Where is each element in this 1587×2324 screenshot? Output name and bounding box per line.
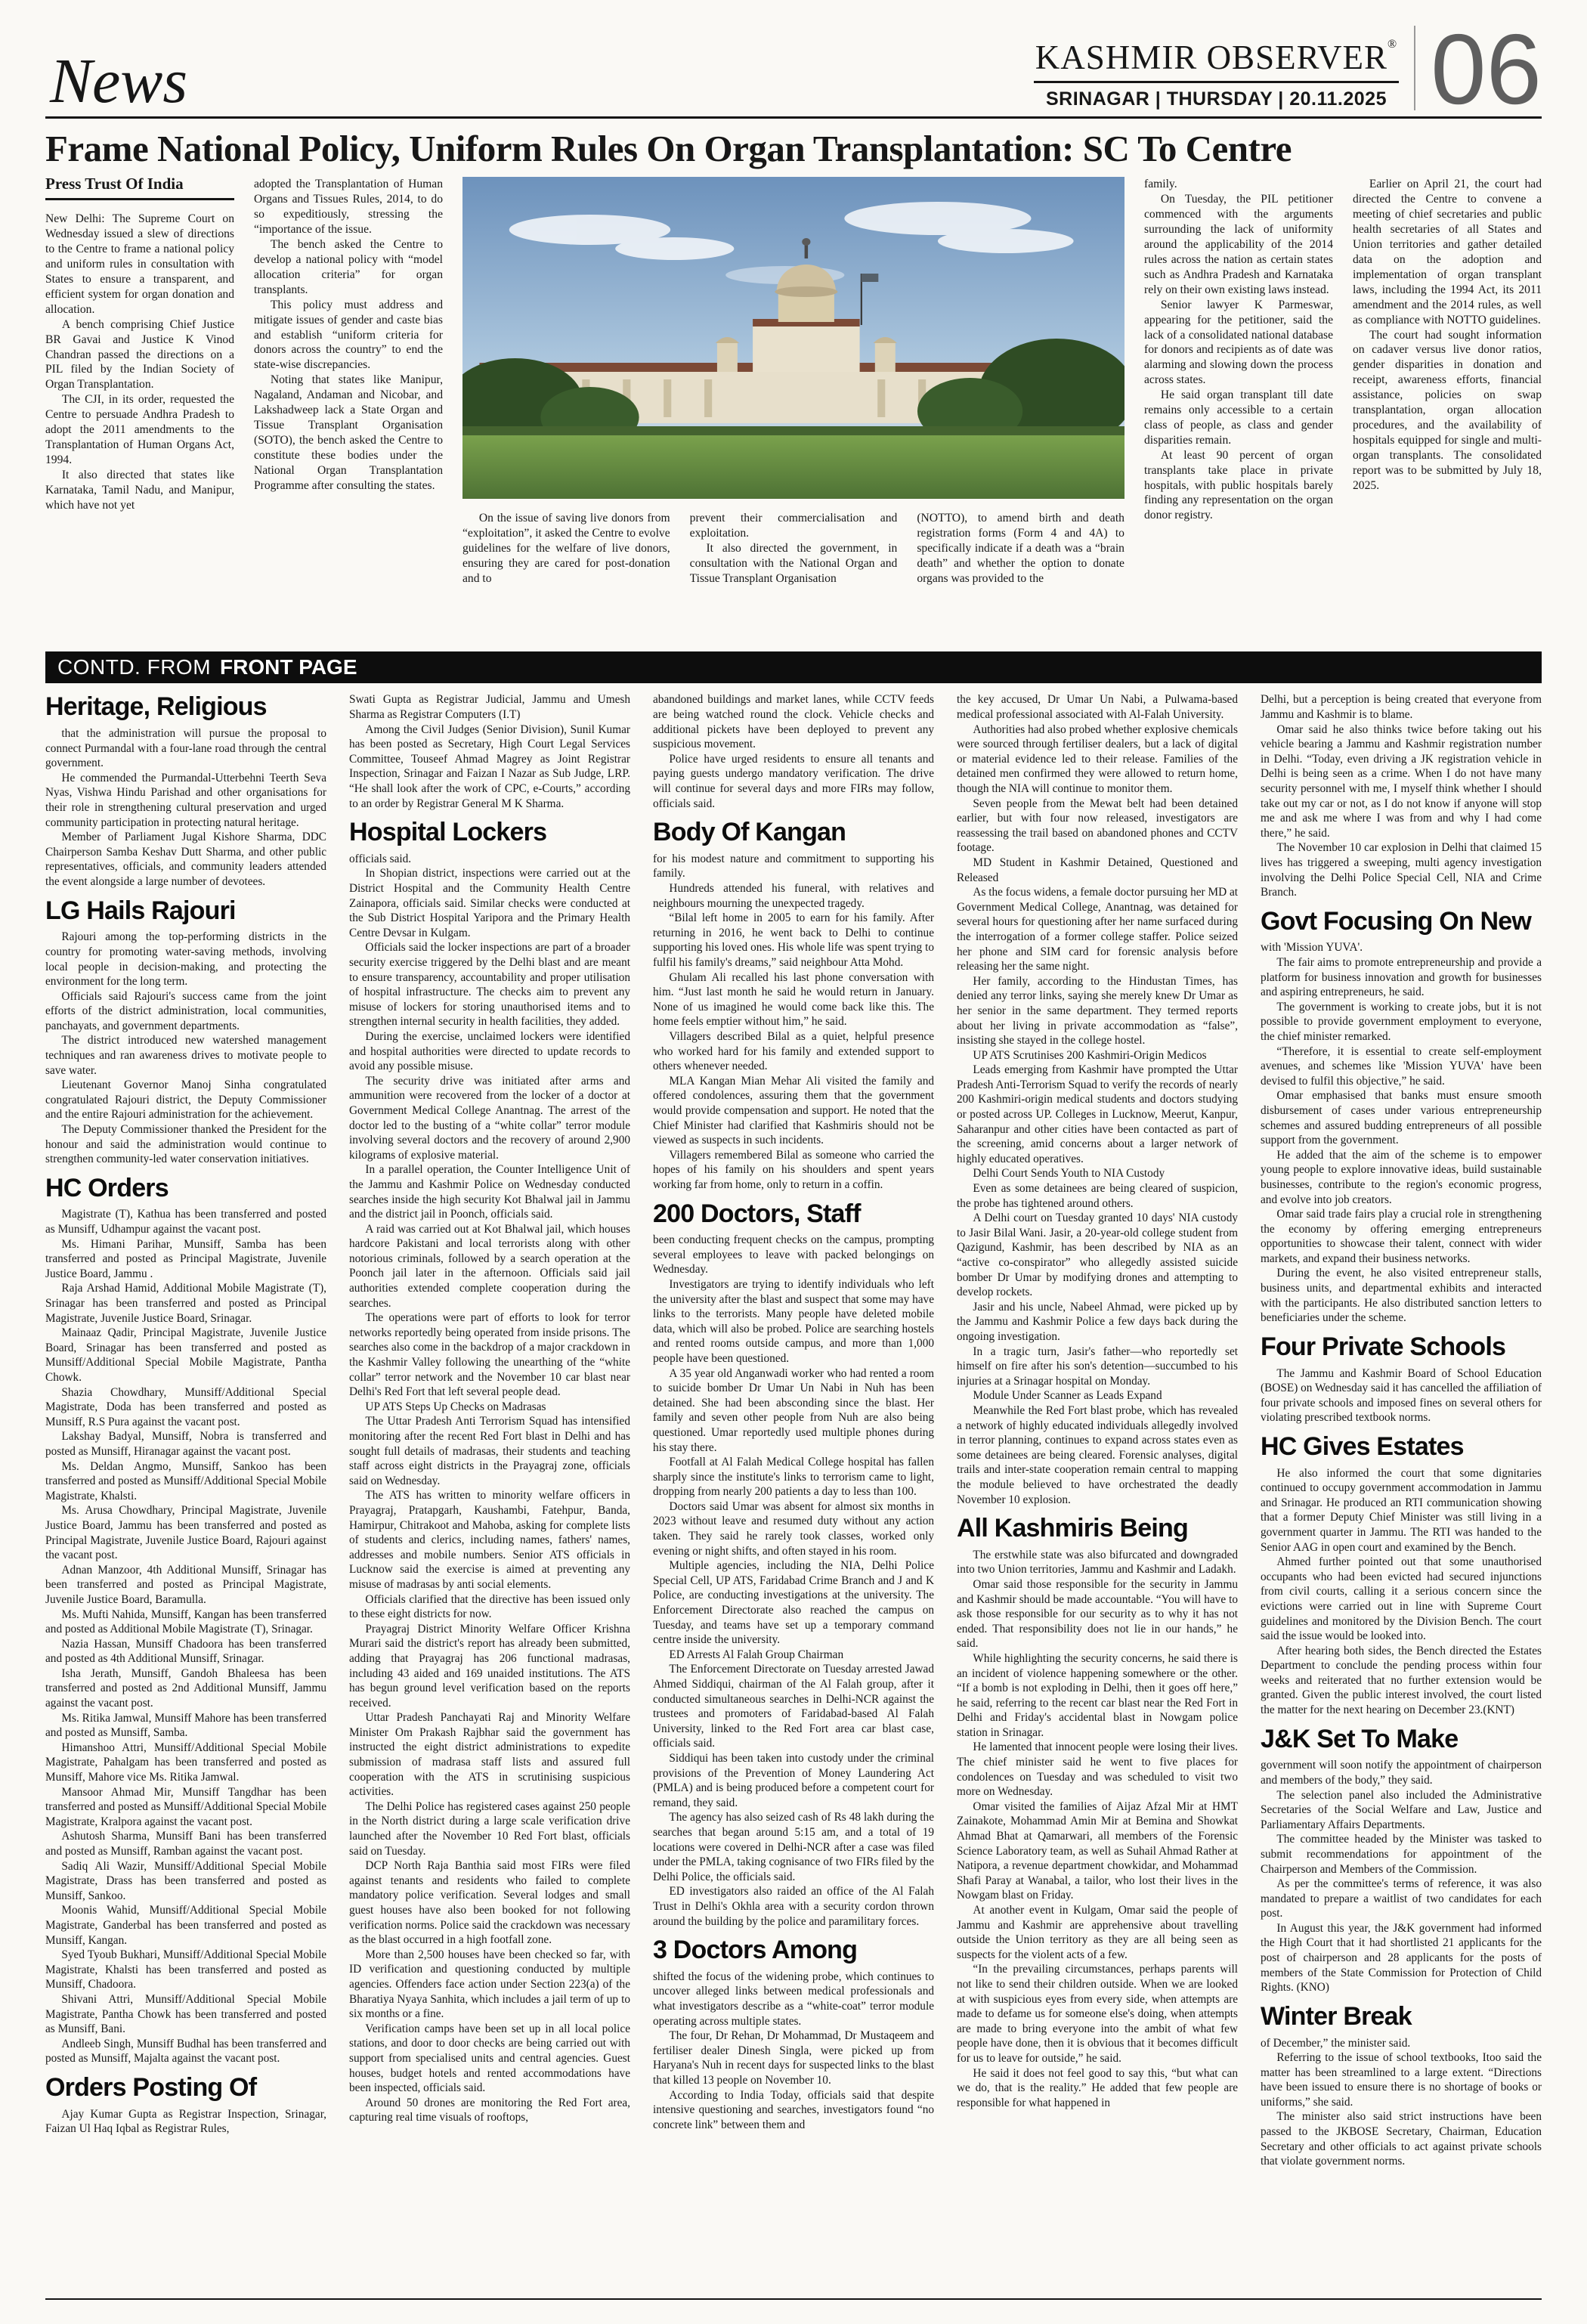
body-paragraph: shifted the focus of the widening probe, which continues to uncover alleged links between medical professionals and what investigators describe as a “white-coat” terror module operating across multiple states. bbox=[653, 1970, 934, 2028]
body-paragraph: The operations were part of efforts to look for terror networks reportedly being operated from inside prisons. The searches also come in the backdrop of a major crackdown in the Kashmir Valley following the unearthing of the “white collar” terror network and the November 10 car blast near Delhi's Red Fort that left several people dead. bbox=[349, 1311, 630, 1399]
body-paragraph: He added that the aim of the scheme is to empower young people to explore innovative ideas, build sustainable businesses, contribute to the region's economic progress, and evolve into job creators. bbox=[1261, 1148, 1542, 1206]
body-paragraph: Authorities had also probed whether explosive chemicals were sourced through fertiliser dealers, but a lack of digital or material evidence led to their release. Families of the detained men confirmed they were allowed to return home, though the NIA will continue to monitor them. bbox=[957, 723, 1238, 795]
body-paragraph: In Shopian district, inspections were carried out at the District Hospital and the Community Health Centre Zainapora, officials said. Similar checks were conducted at the Sub District Hospital Yaripora and the Primary Health Centre Devsar in Kulgam. bbox=[349, 867, 630, 939]
body-paragraph: The Delhi Police has registered cases against 250 people in the North district during a large scale verification drive launched after the November 10 Red Fort blast, officials said on Tuesday. bbox=[349, 1799, 630, 1858]
section-heading: 3 Doctors Among bbox=[653, 1936, 858, 1965]
body-paragraph: for his modest nature and commitment to supporting his family. bbox=[653, 852, 934, 880]
section-heading: J&K Set To Make bbox=[1261, 1724, 1459, 1753]
contd-emphasis: FRONT PAGE bbox=[220, 655, 357, 679]
body-paragraph: He said organ transplant till date remains only accessible to a certain class of people, as class and gender disparities remain. bbox=[1144, 388, 1333, 447]
body-paragraph: UP ATS Steps Up Checks on Madrasas bbox=[365, 1400, 546, 1413]
section-heading: Orders Posting Of bbox=[45, 2072, 257, 2102]
lead-headline: Frame National Policy, Uniform Rules On Organ Transplantation: SC To Centre bbox=[45, 128, 1292, 169]
body-paragraph: Omar said he also thinks twice before taking out his vehicle bearing a Jammu and Kashmir registration number in Delhi. “Today, even driving a JK registration vehicle in Delhi is being seen as a crime. When I do not have many security personnel with me, I myself think whether I should take out my car or not, as I do not know if anyone will stop me and ask me where I was from and why I had come there,” he said. bbox=[1261, 723, 1542, 840]
section-heading: Hospital Lockers bbox=[349, 818, 547, 847]
body-paragraph: At another event in Kulgam, Omar said the people of Jammu and Kashmir are apprehensive about travelling outside the Union territory as they are all being seen as suspects for the violent acts of a few. bbox=[957, 1904, 1238, 1961]
body-paragraph: New Delhi: The Supreme Court on Wednesday issued a slew of directions to the Centre to frame a national policy and uniform rules in consultation with States to ensure a transparent, and efficient system for organ donation and allocation. bbox=[45, 212, 234, 316]
body-paragraph: Among the Civil Judges (Senior Division), Sunil Kumar has been posted as Secretary, High Court Legal Services Committee, Touseef Ahmad Magrey as Joint Registrar Inspection, Srinagar and Faizan I Nazar as Sub Judge, LRP. “He shall look after the work of CPC, e-Courts,” according to an order by Registrar General M K Sharma. bbox=[349, 723, 630, 810]
story-column-4 bbox=[957, 692, 1238, 2288]
body-paragraph: Swati Gupta as Registrar Judicial, Jammu and Umesh Sharma as Registrar Computers (I.T) bbox=[349, 693, 630, 722]
body-paragraph: Sadiq Ali Wazir, Munsiff/Additional Special Mobile Magistrate, Drass has been transferred and posted as Munsiff, Sankoo. bbox=[45, 1859, 326, 1902]
brand-name bbox=[1034, 38, 1399, 83]
body-paragraph: Mainaaz Qadir, Principal Magistrate, Juvenile Justice Board, Srinagar has been transferred and posted as Munsiff/Additional Special Mobile Magistrate, Pantha Chowk. bbox=[45, 1326, 326, 1385]
body-paragraph: Hundreds attended his funeral, with relatives and neighbours mourning the unexpected tragedy. bbox=[653, 882, 934, 910]
body-paragraph: According to India Today, officials said that despite intensive questioning and searches, investigators found “no concrete link” between them and bbox=[653, 2088, 934, 2131]
body-paragraph: As the focus widens, a female doctor pursuing her MD at Government Medical College, Anantnag, was detained for several hours for questioning after her name surfaced during the interrogation of a former college staffer. Police seized her phone and SIM card for forensic analysis before releasing her the same night. bbox=[957, 886, 1238, 973]
body-paragraph: abandoned buildings and market lanes, while CCTV feeds are being watched round the clock. Vehicle checks and additional pickets have been deployed to prevent any suspicious movement. bbox=[653, 693, 934, 751]
body-paragraph: Ms. Ritika Jamwal, Munsiff Mahore has been transferred and posted as Munsiff, Samba. bbox=[45, 1711, 326, 1740]
body-paragraph: He lamented that innocent people were losing their lives. The chief minister said he went to five places for condolences on Tuesday and was scheduled to visit two more on Wednesday. bbox=[957, 1741, 1238, 1799]
body-paragraph: “In the prevailing circumstances, perhaps parents will not like to send their children outside. When we are looked at with suspicious eyes from every side, when attempts are made to defame us for someone else's doing, when attempts are made to bring everyone into the ambit of what few people have done, then it is obvious that it becomes difficult for us to leave for outside,” he said. bbox=[957, 1963, 1238, 2065]
body-paragraph: Raja Arshad Hamid, Additional Mobile Magistrate (T), Srinagar has been transferred and posted as Principal Magistrate, Juvenile Justice Board, Srinagar. bbox=[45, 1282, 326, 1325]
body-paragraph: Footfall at Al Falah Medical College hospital has fallen sharply since the institute's links to terrorism came to light, dropping from nearly 200 patients a day to less than 100. bbox=[653, 1456, 934, 1499]
body-paragraph: Seven people from the Mewat belt had been detained earlier, but with four now released, investigators are reassessing the trail based on abandoned phones and CCTV footage. bbox=[957, 797, 1238, 855]
body-paragraph: Omar emphasised that banks must ensure smooth disbursement of cases under various entrepreneurship schemes and assured budding entrepreneurs of all possible support from the government. bbox=[1261, 1089, 1542, 1147]
body-paragraph: More than 2,500 houses have been checked so far, with ID verification and questioning conducted by multiple agencies. Offenders face action under Section 223(a) of the Bharatiya Nyaya Sanhita, which includes a jail term of up to six months or a fine. bbox=[349, 1948, 630, 2021]
body-paragraph: After hearing both sides, the Bench directed the Estates Department to conclude the pending process within four weeks and reiterated that no further extension would be granted. Given the public interest involved, the court listed the matter for the next hearing on December 23.(KNT) bbox=[1261, 1644, 1542, 1717]
body-paragraph: The agency has also seized cash of Rs 48 lakh during the searches that began around 5:15 am, and a total of 19 locations were covered in Delhi-NCR after a case was filed under the PMLA, taking cognisance of two FIRs filed by the Delhi Police, the officials said. bbox=[653, 1811, 934, 1883]
body-paragraph: Ms. Mufti Nahida, Munsiff, Kangan has been transferred and posted as Additional Mobile Magistrate (T), Srinagar. bbox=[45, 1608, 326, 1636]
body-paragraph: In August this year, the J&K government had informed the High Court that it had shortlisted 21 applicants for the post of chairperson and 28 applicants for the posts of members of the State Commission for Protection of Child Rights. (KNO) bbox=[1261, 1921, 1542, 1994]
body-paragraph: The district introduced new watershed management techniques and ran awareness drives to motivate people to save water. bbox=[45, 1034, 326, 1077]
lead-column-5 bbox=[917, 511, 1125, 642]
body-paragraph: Noting that states like Manipur, Nagaland, Andaman and Nicobar, and Lakshadweep lack a State Organ and Tissue Transplant Organisation (SOTO), the bench asked the Centre to constitute these bodies under the National Organ Transplantation Programme after consulting the states. bbox=[254, 373, 443, 492]
story-column-3 bbox=[653, 692, 934, 2288]
body-paragraph: Syed Tyoub Bukhari, Munsiff/Additional Special Mobile Magistrate, Khalsti has been transferred and posted as Munsiff, Chadoora. bbox=[45, 1948, 326, 1991]
lead-column-3 bbox=[462, 511, 670, 642]
body-paragraph: The Jammu and Kashmir Board of School Education (BOSE) on Wednesday said it has cancelled the affiliation of four private schools and imposed fines on several others for violating prescribed textbook norms. bbox=[1261, 1366, 1542, 1425]
body-paragraph: Her family, according to the Hindustan Times, has denied any terror links, saying she merely knew Dr Umar as her senior in the same department. They termed reports about her living in private accommodation as “false”, insisting she stayed in the college hostel. bbox=[957, 974, 1238, 1048]
contd-prefix: CONTD. FROM bbox=[57, 655, 212, 679]
lawn bbox=[462, 435, 1125, 499]
body-paragraph: Around 50 drones are monitoring the Red Fort area, capturing real time visuals of rooftops, bbox=[349, 2096, 630, 2124]
body-paragraph: The Uttar Pradesh Anti Terrorism Squad has intensified monitoring after the recent Red Fort blast in Delhi and has sought full details of madrasas, their students and teaching staff across eight districts in the Prayagraj zone, officials said on Wednesday. bbox=[349, 1415, 630, 1487]
body-paragraph: Mansoor Ahmad Mir, Munsiff Tangdhar has been transferred and posted as Munsiff/Additional Special Mobile Magistrate, Kralpora against the vacant post. bbox=[45, 1785, 326, 1828]
body-paragraph: Ms. Deldan Angmo, Munsiff, Sankoo has been transferred and posted as Munsiff/Additional Special Mobile Magistrate, Khalsti. bbox=[45, 1459, 326, 1502]
body-paragraph: As per the committee's terms of reference, it was also mandated to prepare a waitlist of two candidates for each post. bbox=[1261, 1877, 1542, 1920]
lead-column-1 bbox=[45, 177, 234, 642]
section-heading: 200 Doctors, Staff bbox=[653, 1199, 861, 1228]
lead-article bbox=[45, 177, 1542, 642]
section-heading: Body Of Kangan bbox=[653, 818, 846, 847]
section-heading: LG Hails Rajouri bbox=[45, 896, 236, 925]
body-paragraph: At least 90 percent of organ transplants take place in private hospitals, with public hospitals barely finding any representation on the organ donor registry. bbox=[1144, 448, 1333, 522]
body-paragraph: Magistrate (T), Kathua has been transferred and posted as Munsiff, Udhampur against the vacant post. bbox=[45, 1208, 326, 1236]
page-bottom-rule bbox=[45, 2298, 1542, 2300]
body-paragraph: Verification camps have been set up in all local police stations, and door to door checks are being carried out with support from specialised units and central agencies. Guest houses, budget hotels and rented accommodations have been inspected, officials said. bbox=[349, 2022, 630, 2095]
body-paragraph: adopted the Transplantation of Human Organs and Tissues Rules, 2014, to do so expeditiously, stressing the “importance of the issue. bbox=[254, 178, 443, 237]
body-paragraph: The court had sought information on cadaver versus live donor ratios, gender disparities in donation and receipt, awareness efforts, financial assistance, policies on swap transplantation, organ allocation procedures, and the availability of hospitals equipped for single and multi-organ transplants. The consolidated report was to be submitted by July 18, 2025. bbox=[1353, 328, 1542, 492]
body-paragraph: officials said. bbox=[349, 852, 412, 865]
body-paragraph: Referring to the issue of school textbooks, Itoo said the matter has been streamlined to a large extent. “Directions have been issued to ensure there is no shortage of books or uniforms,” she said. bbox=[1261, 2051, 1542, 2109]
body-paragraph: “Bilal left home in 2005 to earn for his family. After returning in 2016, he went back to Delhi to continue supporting his loved ones. His whole life was spent trying to fulfil his family's dreams,” said neighbour Atta Mohd. bbox=[653, 911, 934, 970]
section-heading: Winter Break bbox=[1261, 2001, 1412, 2031]
lead-column-4 bbox=[690, 511, 898, 642]
body-paragraph: It also directed the government, in consultation with the National Organ and Tissue Transplant Organisation bbox=[689, 542, 898, 586]
body-paragraph: A Delhi court on Tuesday granted 10 days' NIA custody to Jasir Bilal Wani. Jasir, a 20-year-old college student from Qazigund, Kashmir, has been described by NIA as an “active co-conspirator” who allegedly assisted suicide bomber Dr Umar by modifying drones and attempting to develop rockets. bbox=[957, 1212, 1238, 1299]
body-paragraph: Senior lawyer K Parmeswar, appearing for the petitioner, said the lack of a consolidated national database for donors and recipients as of date was alarming and slowing down the process across states. bbox=[1144, 298, 1333, 387]
body-paragraph: On the issue of saving live donors from “exploitation”, it asked the Centre to evolve guidelines for the welfare of live donors, ensuring they are cared for post-donation and to bbox=[462, 512, 670, 586]
lead-column-2 bbox=[254, 177, 443, 642]
lead-column-7 bbox=[1353, 177, 1542, 642]
body-paragraph: “Therefore, it is essential to create self-employment avenues, and schemes like 'Mission YUVA' have been devised to fulfil this objective,” he said. bbox=[1261, 1044, 1542, 1088]
body-paragraph: This policy must address and mitigate issues of gender and caste bias and establish “uniform criteria for donors across the country” to end the state-wise discrepancies. bbox=[254, 298, 443, 372]
body-paragraph: Villagers described Bilal as a quiet, helpful presence who worked hard for his family and extended support to others whenever needed. bbox=[653, 1029, 934, 1073]
section-heading: HC Orders bbox=[45, 1173, 169, 1202]
body-paragraph: Prayagraj District Minority Welfare Officer Krishna Murari said the district's report has already been submitted, adding that Prayagraj has 206 functional madrasas, including 43 aided and 169 unaided institutions. The ATS has begun ground level verification based on the reports received. bbox=[349, 1622, 630, 1710]
section-heading: HC Gives Estates bbox=[1261, 1431, 1464, 1461]
body-paragraph: been conducting frequent checks on the campus, prompting several employees to leave with packed belongings on Wednesday. bbox=[653, 1233, 934, 1276]
continued-stories bbox=[45, 692, 1542, 2288]
body-paragraph: He said it does not feel good to say this, “but what can we do, that is the reality.” He added that few people are responsible for what happened in bbox=[957, 2066, 1238, 2109]
body-paragraph: Rajouri among the top-performing districts in the country for promoting water-saving methods, involving local people in decision-making, and protecting the environment for the long term. bbox=[45, 930, 326, 989]
body-paragraph: In a tragic turn, Jasir's father—who reportedly set himself on fire after his son's detention—succumbed to his injuries at a Srinagar hospital on Monday. bbox=[957, 1345, 1238, 1388]
body-paragraph: of December,” the minister said. bbox=[1261, 2036, 1411, 2050]
body-paragraph: The Deputy Commissioner thanked the President for the honour and said the administration would continue to strengthen community-led water conservation initiatives. bbox=[45, 1123, 326, 1166]
body-paragraph: Lieutenant Governor Manoj Sinha congratulated congratulated Rajouri district, the Deputy Commissioner and the entire Rajouri administration for the achievement. bbox=[45, 1078, 326, 1122]
body-paragraph: Shazia Chowdhary, Munsiff/Additional Special Magistrate, Doda has been transferred and posted as Munsiff, R.S Pura against the vacant post. bbox=[45, 1385, 326, 1428]
section-heading: Govt Focusing On New bbox=[1261, 906, 1532, 936]
brand-block bbox=[1034, 38, 1399, 110]
body-paragraph: The minister also said strict instructions have been passed to the JKBOSE Secretary, Chairman, Education Secretary and other officials to act against private schools that violate government norms. bbox=[1261, 2110, 1542, 2168]
story-column-5 bbox=[1261, 692, 1542, 2288]
body-paragraph: The government is working to create jobs, but it is not possible to provide government employment to everyone, the chief minister remarked. bbox=[1261, 1000, 1542, 1043]
body-paragraph: In a parallel operation, the Counter Intelligence Unit of the Jammu and Kashmir Police on Wednesday conducted searches inside the high security Kot Bhalwal jail in Jammu and the district jail in Poonch, officials said. bbox=[349, 1163, 630, 1221]
body-paragraph: Shivani Attri, Munsiff/Additional Special Mobile Magistrate, Pantha Chowk has been transferred and posted as Munsiff, Bani. bbox=[45, 1992, 326, 2036]
registered-mark: ® bbox=[1387, 38, 1398, 51]
body-paragraph: family. bbox=[1144, 178, 1177, 191]
body-paragraph: Earlier on April 21, the court had directed the Centre to convene a meeting of chief secretaries and public health secretaries of all States and Union territories and gather detailed data on the adoption and implementation of organ transplant laws, including the 1994 Act, its 2011 amendment and the 2014 rules, as well as compliance with NOTTO guidelines. bbox=[1353, 178, 1542, 326]
body-paragraph: Doctors said Umar was absent for almost six months in 2023 without leave and resumed duty without any action taken. They said he rarely took classes, worked only evening or night shifts, and often stayed in his room. bbox=[653, 1499, 934, 1558]
body-paragraph: Villagers remembered Bilal as someone who carried the hopes of his family on his shoulders and spent years working far from home, only to return in a coffin. bbox=[653, 1148, 934, 1191]
body-paragraph: The bench asked the Centre to develop a national policy with “model allocation criteria” for organ transplants. bbox=[254, 238, 443, 296]
body-paragraph: A raid was carried out at Kot Bhalwal jail, which houses hardcore Pakistani and local terrorists along with other notorious criminals, followed by a search operation at the Poonch jail later in the afternoon. Officials said jail authorities extended complete cooperation during the searches. bbox=[349, 1222, 630, 1310]
body-paragraph: Multiple agencies, including the NIA, Delhi Police Special Cell, UP ATS, Faridabad Crime Branch and J and K Police, are conducting investigations at the university. The Enforcement Directorate also reached the campus on Tuesday, and teams have set up a temporary command centre inside the university. bbox=[653, 1559, 934, 1647]
story-column-1 bbox=[45, 692, 326, 2288]
body-paragraph: Meanwhile the Red Fort blast probe, which has revealed a network of highly educated individuals allegedly involved in terror planning, continues to expand across states even as some detainees are being cleared. Forensic analyses, digital trails and inter-state cooperation remain central to mapping the module believed to have orchestrated the deadly November 10 explosion. bbox=[957, 1403, 1238, 1506]
body-paragraph: Andleeb Singh, Munsiff Budhal has been transferred and posted as Munsiff, Majalta against the vacant post. bbox=[45, 2037, 326, 2066]
body-paragraph: A bench comprising Chief Justice BR Gavai and Justice K Vinod Chandran passed the directions on a PIL filed by the Indian Society of Organ Transplantation. bbox=[45, 317, 234, 391]
lead-under-photo bbox=[462, 511, 1125, 642]
body-paragraph: Himanshoo Attri, Munsiff/Additional Special Mobile Magistrate, Pahalgam has been transferred and posted as Munsiff, Mahore vice Ms. Ritika Jamwal. bbox=[45, 1741, 326, 1784]
body-paragraph: Omar said those responsible for the security in Jammu and Kashmir should be made accountable. “You will have to ask those responsible for our security as to why it has not ended. That responsibility does not lie in our hands,” he said. bbox=[957, 1577, 1238, 1651]
body-paragraph: Ajay Kumar Gupta as Registrar Inspection, Srinagar, Faizan Ul Haq Iqbal as Registrar Rules, bbox=[45, 2107, 326, 2136]
body-paragraph: Jasir and his uncle, Nabeel Ahmad, were picked up by the Jammu and Kashmir Police a few days back during the ongoing investigation. bbox=[957, 1300, 1238, 1343]
section-title: News bbox=[50, 46, 188, 117]
body-paragraph: Delhi, but a perception is being created that everyone from Jammu and Kashmir is to blame. bbox=[1261, 693, 1542, 722]
body-paragraph: Officials said the locker inspections are part of a broader security exercise triggered by the Delhi blast and are meant to ensure transparency, accountability and proper utilisation of hospital infrastructure. The checks aim to prevent any misuse of lockers for storing unauthorised items and to strengthen internal security in health facilities, they added. bbox=[349, 941, 630, 1029]
byline: Press Trust Of India bbox=[45, 177, 234, 200]
body-paragraph: Investigators are trying to identify individuals who left the university after the blast and suspect that some may have links to the terrorists. Many people have deleted mobile data, which will also be probed. Police are searching hostels and rented rooms outside campus, and more than 1,000 people have been questioned. bbox=[653, 1277, 934, 1365]
body-paragraph: The security drive was initiated after arms and ammunition were recovered from the locker of a doctor at Government Medical College Anantnag. The arrest of the doctor led to the busting of a “white collar” terror module involving several doctors and the recovery of around 2,900 kilograms of explosive material. bbox=[349, 1074, 630, 1162]
masthead-divider bbox=[1414, 26, 1415, 110]
body-paragraph: Adnan Manzoor, 4th Additional Munsiff, Srinagar has been transferred and posted as Principal Magistrate, Juvenile Justice Board, Baramulla. bbox=[45, 1563, 326, 1606]
body-paragraph: with 'Mission YUVA'. bbox=[1261, 941, 1363, 955]
body-paragraph: It also directed that states like Karnataka, Tamil Nadu, and Manipur, which have not yet bbox=[45, 468, 234, 512]
body-paragraph: Officials clarified that the directive has been issued only to these eight districts for now. bbox=[349, 1592, 630, 1621]
body-paragraph: Isha Jerath, Munsiff, Gandoh Bhaleesa has been transferred and posted as 2nd Additional Munsiff, Jammu against the vacant post. bbox=[45, 1666, 326, 1710]
body-paragraph: Moonis Wahid, Munsiff/Additional Special Mobile Magistrate, Ganderbal has been transferred and posted as Munsiff, Kangan. bbox=[45, 1904, 326, 1947]
body-paragraph: Even as some detainees are being cleared of suspicion, the probe has tightened around others. bbox=[957, 1182, 1238, 1210]
body-paragraph: During the event, he also visited entrepreneur stalls, business units, and departmental exhibits and interacted with the participants. He also distributed sanction letters to beneficiaries under the scheme. bbox=[1261, 1267, 1542, 1325]
body-paragraph: While highlighting the security concerns, he said there is an incident of violence happening somewhere or the other. “If a bomb is not exploding in Delhi, then it goes off here,” he said, referring to the recent car blast near the Red Fort in Delhi and Friday's accidental blast in Nowgam police station in Srinagar. bbox=[957, 1651, 1238, 1739]
body-paragraph: He also informed the court that some dignitaries continued to occupy government accommodation in Jammu and Srinagar. He produced an RTI communication showing that a former Deputy Chief Minister was still living in a government quarter in Jammu. The RTI was handed to the Senior AAG in open court and examined by the Bench. bbox=[1261, 1466, 1542, 1554]
body-paragraph: He commended the Purmandal-Utterbehni Teerth Seva Nyas, Vishwa Hindu Parishad and other organisations for their role in strengthening cultural preservation and urged community participation in protecting natural heritage. bbox=[45, 771, 326, 829]
body-paragraph: that the administration will pursue the proposal to connect Purmandal with a four-lane road through the central government. bbox=[45, 727, 326, 770]
page-number: 06 bbox=[1431, 13, 1542, 125]
body-paragraph: During the exercise, unclaimed lockers were identified and hospital authorities were directed to update records to avoid any possible misuse. bbox=[349, 1029, 630, 1073]
hedge bbox=[462, 426, 1125, 437]
section-heading: Four Private Schools bbox=[1261, 1332, 1506, 1361]
section-heading: All Kashmiris Being bbox=[957, 1514, 1188, 1543]
body-paragraph: The ATS has written to minority welfare officers in Prayagraj, Pratapgarh, Kaushambi, Fatehpur, Banda, Hamirpur, Chitrakoot and Mahoba, asking for complete lists of students and clerics, including names, fathers' names, addresses and mobile numbers. Senior ATS officials in Lucknow said the exercise is aimed at preventing any misuse of madrasas by anti social elements. bbox=[349, 1489, 630, 1591]
body-paragraph: (NOTTO), to amend birth and death registration forms (Form 4 and 4A) to specifically indicate if a death was a “brain death” and whether the option to donate organs was provided to the bbox=[917, 512, 1125, 586]
masthead bbox=[45, 13, 1542, 125]
body-paragraph: Module Under Scanner as Leads Expand bbox=[973, 1389, 1162, 1403]
contd-banner bbox=[45, 651, 1542, 683]
body-paragraph: Ahmed further pointed out that some unauthorised occupants who had been evicted had secured injunctions from civil courts, calling it a serious concern since the evictions were carried out in line with Supreme Court guidelines and monitored by the Division Bench. The court said the issue would be looked into. bbox=[1261, 1555, 1542, 1643]
body-paragraph: Member of Parliament Jugal Kishore Sharma, DDC Chairperson Samba Keshav Dutt Sharma, and other public representatives, officials, and community leaders attended the event alongside a large number of devotees. bbox=[45, 831, 326, 889]
body-paragraph: DCP North Raja Banthia said most FIRs were filed against tenants and residents who failed to complete mandatory police verification. Several lodges and small guest houses have also been booked for not following verification norms. Police said the crackdown was necessary as the blast occurred in a high footfall zone. bbox=[349, 1859, 630, 1947]
masthead-right bbox=[1034, 13, 1542, 125]
body-paragraph: MLA Kangan Mian Mehar Ali visited the family and offered condolences, assuring them that the government would provide compensation and support. He noted that the Chief Minister had clarified that Kashmiris should not be viewed as suspects in such incidents. bbox=[653, 1074, 934, 1147]
body-paragraph: The CJI, in its order, requested the Centre to persuade Andhra Pradesh to adopt the 2011 amendments to the Transplantation of Human Organs Act, 1994. bbox=[45, 393, 234, 466]
body-paragraph: On Tuesday, the PIL petitioner commenced with the arguments surrounding the lack of uniformity around the applicability of the 2014 rules across the nation as certain states such as Andhra Pradesh and Karnataka rely on their own existing laws instead. bbox=[1144, 193, 1333, 296]
body-paragraph: Ashutosh Sharma, Munsiff Bani has been transferred and posted as Munsiff, Ramban against the vacant post. bbox=[45, 1830, 326, 1858]
dateline: SRINAGAR | THURSDAY | 20.11.2025 bbox=[1045, 88, 1387, 110]
body-paragraph: The fair aims to promote entrepreneurship and provide a platform for business innovation and growth for businesses and aspiring entrepreneurs, he said. bbox=[1261, 956, 1542, 999]
body-paragraph: Omar said trade fairs play a crucial role in strengthening the economy by offering emerging entrepreneurs opportunities to showcase their talent, connect with wider markets, and expand their business networks. bbox=[1261, 1208, 1542, 1265]
body-paragraph: The erstwhile state was also bifurcated and downgraded into two Union territories, Jammu and Kashmir and Ladakh. bbox=[957, 1548, 1238, 1577]
body-paragraph: A 35 year old Anganwadi worker who had rented a room to suicide bomber Dr Umar Un Nabi in Nuh has been detained. She had been absconding since the blast. Her family and seven other people from Nuh are also being questioned. Umar reportedly used multiple phones during his stay there. bbox=[653, 1366, 934, 1454]
lead-column-6 bbox=[1144, 177, 1333, 642]
brand-text: KASHMIR OBSERVER bbox=[1035, 39, 1388, 76]
body-paragraph: the key accused, Dr Umar Un Nabi, a Pulwama-based medical professional associated with Al-Falah University. bbox=[957, 693, 1238, 722]
supreme-court-photo bbox=[462, 177, 1125, 499]
body-paragraph: Ms. Himani Parihar, Munsiff, Samba has been transferred and posted as Principal Magistrate, Juvenile Justice Board, Jammu . bbox=[45, 1237, 326, 1280]
body-paragraph: The November 10 car explosion in Delhi that claimed 15 lives has triggered a sweeping, multi agency investigation involving the Delhi Police Special Cell, NIA and Crime Branch. bbox=[1261, 841, 1542, 899]
body-paragraph: The four, Dr Rehan, Dr Mohammad, Dr Mustaqeem and fertiliser dealer Dinesh Singla, were picked up from Haryana's Nuh in recent days for suspected links to the blast that killed 13 people on November 10. bbox=[653, 2029, 934, 2087]
body-paragraph: Police have urged residents to ensure all tenants and paying guests undergo mandatory verification. The drive will continue for several days and more FIRs may follow, officials said. bbox=[653, 752, 934, 810]
body-paragraph: Leads emerging from Kashmir have prompted the Uttar Pradesh Anti-Terrorism Squad to verify the records of nearly 200 Kashmiri-origin medical students and doctors studying or posted across UP. Colleges in Lucknow, Meerut, Kanpur, Saharanpur and other cities have been contacted as part of the screening, amid concerns about a larger network of highly educated operatives. bbox=[957, 1063, 1238, 1165]
body-paragraph: The Enforcement Directorate on Tuesday arrested Jawad Ahmed Siddiqui, chairman of the Al Falah group, after it conducted simultaneous searches in Delhi-NCR against the trustees and promoters of Faridabad-based Al Falah University, linked to the Red Fort area car blast case, officials said. bbox=[653, 1663, 934, 1750]
body-paragraph: ED investigators also raided an office of the Al Falah Trust in Delhi's Okhla area with a security cordon thrown around the building by the police and paramilitary forces. bbox=[653, 1885, 934, 1928]
lead-column-1-text bbox=[45, 212, 234, 512]
body-paragraph: The selection panel also included the Administrative Secretaries of the Social Welfare and Law, Justice and Parliamentary Affairs Departments. bbox=[1261, 1788, 1542, 1831]
body-paragraph: Omar visited the families of Aijaz Afzal Mir at HMT Zainakote, Mohammad Amin Mir at Bemina and Showkat Ahmad Bhat at Qamarwari, all members of the Forensic Science Laboratory team, as well as Suhail Ahmad Rather at Natipora, a revenue department chowkidar, and Mohammad Shafi Paray at Wanabal, a tailor, who lost their lives in the Nowgam blast on Friday. bbox=[957, 1799, 1238, 1902]
body-paragraph: Ms. Arusa Chowdhary, Principal Magistrate, Juvenile Justice Board, Jammu has been transferred and posted as Principal Magistrate, Juvenile Justice Board, Rajouri against the vacant post. bbox=[45, 1504, 326, 1562]
body-paragraph: Siddiqui has been taken into custody under the criminal provisions of the Prevention of Money Laundering Act (PMLA) and is being produced before a competent court for remand, they said. bbox=[653, 1751, 934, 1809]
section-heading: Heritage, Religious bbox=[45, 692, 267, 722]
body-paragraph: The committee headed by the Minister was tasked to submit recommendations for appointment of the Chairperson and Members of the Commission. bbox=[1261, 1833, 1542, 1876]
body-paragraph: Delhi Court Sends Youth to NIA Custody bbox=[973, 1167, 1165, 1181]
body-paragraph: MD Student in Kashmir Detained, Questioned and Released bbox=[957, 856, 1238, 884]
body-paragraph: Lakshay Badyal, Munsiff, Nobra is transferred and posted as Munsiff, Hiranagar against the vacant post. bbox=[45, 1430, 326, 1458]
supreme-court-photo-graphic bbox=[462, 177, 1125, 499]
lead-center bbox=[462, 177, 1125, 642]
body-paragraph: Officials said Rajouri's success came from the joint efforts of the district administration, local communities, panchayats, and government departments. bbox=[45, 989, 326, 1032]
body-paragraph: ED Arrests Al Falah Group Chairman bbox=[669, 1648, 844, 1661]
body-paragraph: government will soon notify the appointment of chairperson and members of the body,” they said. bbox=[1261, 1759, 1542, 1787]
story-column-2 bbox=[349, 692, 630, 2288]
body-paragraph: Uttar Pradesh Panchayati Raj and Minority Welfare Minister Om Prakash Rajbhar said the government has instructed the eight district administrations to expedite submission of madrasa staff lists and assured full cooperation with the ATS in scrutinising suspicious activities. bbox=[349, 1711, 630, 1799]
body-paragraph: prevent their commercialisation and exploitation. bbox=[689, 512, 898, 540]
body-paragraph: Nazia Hassan, Munsiff Chadoora has been transferred and posted as 4th Additional Munsiff, Srinagar. bbox=[45, 1637, 326, 1666]
body-paragraph: UP ATS Scrutinises 200 Kashmiri-Origin Medicos bbox=[973, 1048, 1207, 1062]
body-paragraph: Ghulam Ali recalled his last phone conversation with him. “Just last month he said he would return in January. None of us imagined he would come back like this. The home feels emptier without him,” he said. bbox=[653, 970, 934, 1029]
